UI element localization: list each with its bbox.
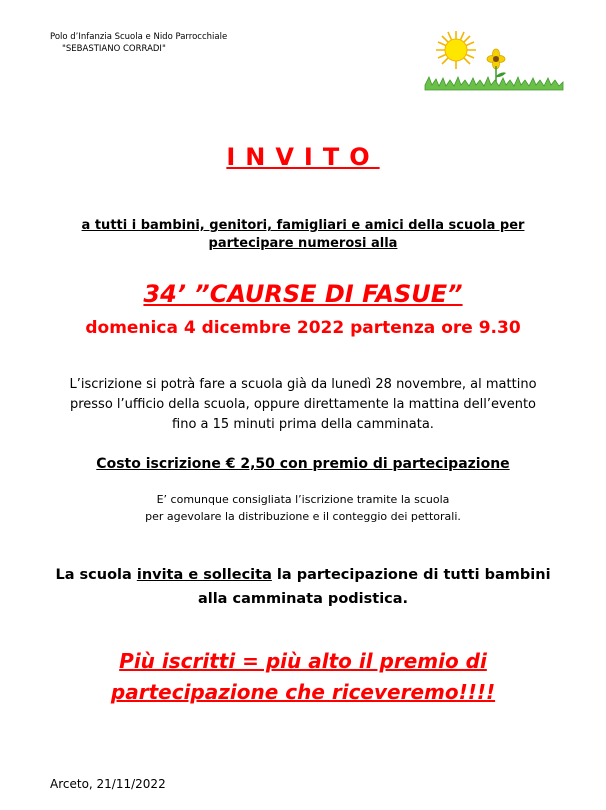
registration-cost: Costo iscrizione € 2,50 con premio di partecipazione	[96, 456, 510, 472]
page-title: INVITO	[226, 143, 380, 171]
event-name: 34’ ”CAURSE DI FASUE”	[143, 280, 463, 308]
registration-note	[0, 491, 606, 525]
slogan-line-2: partecipazione che riceveremo!!!!	[110, 680, 496, 704]
appeal-emphasis: invita e sollecita	[136, 567, 272, 583]
invitation-text	[0, 217, 606, 253]
school-subtitle: "SEBASTIANO CORRADI"	[62, 44, 166, 54]
appeal-pre: La scuola	[55, 567, 137, 583]
school-appeal	[0, 563, 606, 611]
event-date: domenica 4 dicembre 2022 partenza ore 9.30	[85, 318, 521, 338]
registration-line-2: presso l’ufficio della scuola, oppure direttamente la mattina dell’evento	[69, 397, 537, 412]
registration-line-3: fino a 15 minuti prima della camminata.	[172, 417, 434, 432]
appeal-line-1	[0, 563, 606, 587]
school-header	[50, 31, 227, 55]
registration-line-1: L’iscrizione si potrà fare a scuola già da lunedì 28 novembre, al mattino	[69, 377, 537, 392]
note-line-1: E’ comunque consigliata l’iscrizione tramite la scuola	[156, 493, 450, 506]
registration-info	[0, 375, 606, 435]
appeal-line-2: alla camminata podistica.	[197, 591, 409, 607]
note-line-2: per agevolare la distribuzione e il conteggio dei pettorali.	[145, 510, 461, 523]
sun-and-flower-icon	[424, 30, 564, 92]
place-and-date: Arceto, 21/11/2022	[50, 777, 166, 791]
school-name: Polo d’Infanzia Scuola e Nido Parrocchiale	[50, 32, 228, 42]
slogan	[0, 646, 606, 708]
invitation-line-2: partecipare numerosi alla	[208, 236, 398, 251]
appeal-post: la partecipazione di tutti bambini	[271, 567, 551, 583]
slogan-line-1: Più iscritti = più alto il premio di	[119, 649, 487, 673]
invitation-line-1: a tutti i bambini, genitori, famigliari e amici della scuola per	[81, 218, 525, 233]
